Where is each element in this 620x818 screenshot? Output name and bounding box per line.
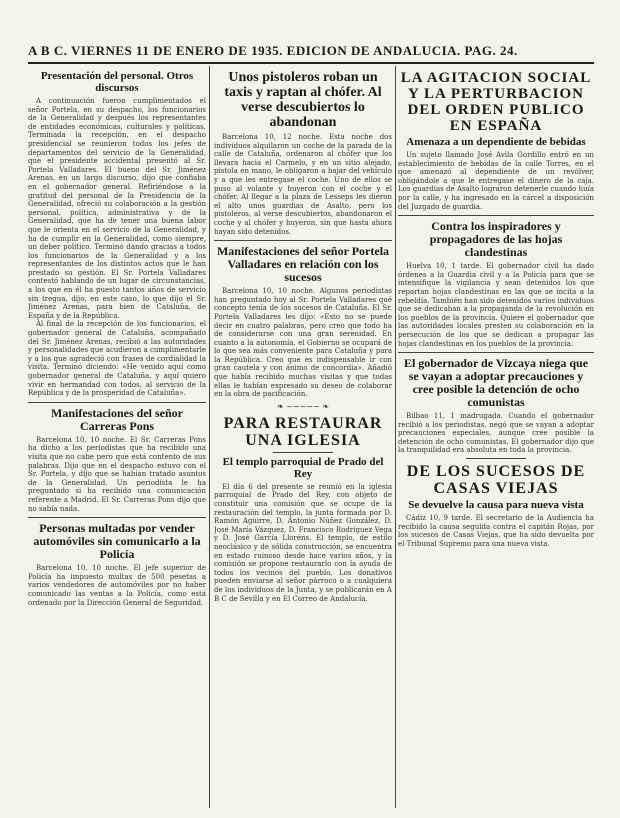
column-2 [214,66,392,808]
article-title: El gobernador de Vizcaya niega que se vayan a adoptar precauciones y cree posible la detención de ocho comunistas [403,356,589,410]
top-rule [28,62,594,64]
article-title: Unos pistoleros roban un taxis y raptan al chófer. Al verse descubiertos lo abandonan [224,70,382,130]
article-subtitle: Amenaza a un dependiente de bebidas [406,136,586,148]
article-body: Un sujeto llamado José Avila Gordillo entró en un establecimiento de bebidas de la calle Torres, en el que amenazó al dependiente de un revólver, obligándole a que le entregase el dinero de la caja. Los guardias de Asalto lograron detenerle cuando huía por la calle, y ha ingresado en la cárcel a disposición del Juzgado de guardia. [398,151,594,211]
divider [398,352,594,353]
article-title: Presentación del personal. Otros discursos [40,70,194,94]
divider [273,452,333,453]
column-3 [398,66,594,808]
page-masthead: A B C. VIERNES 11 DE ENERO DE 1935. EDICION DE ANDALUCIA. PAG. 24. [28,43,518,58]
article-title: Manifestaciones del señor Portela Valladares en relación con los sucesos [216,244,390,285]
column-1 [28,66,206,808]
article-title: Contra los inspiradores y propagadores de las hojas clandestinas [429,219,563,260]
column-divider [209,66,210,808]
article-body: Bilbao 11, 1 madrugada. Cuando el gobernador recibió a los periodistas, negó que se vayan a adoptar precauciones especiales, aunque cree posible la detención de ocho comunistas. El gobernador dijo que la tranquilidad era absoluta en toda la provincia. [398,412,594,455]
article-body: A continuación fueron cumplimentados el señor Portela, en su despacho, los funcionarios de la Generalidad y después los representantes de entidades económicas, culturales y políticas. Terminada la recepción, en el despacho presidencial se reunieron todos los jefes de departamentos del servicio de la Generalidad, que el presidente accidental presentó al Sr. Portela Valladares. El bueno del Sr. Jiménez Arenas, en un largo discurso, dijo que confiaba en el gobernador general. Refiriéndose a la gratitud del personal de la Presidencia de la Generalidad, ofreció su colaboración a la gestión personal, política, administrativa y de la Generalidad, que ha de tener una buena labor que le orienta en el servicio de la Generalidad, y ha de cumplir en la Generalidad, como siempre, un deber político. Terminó dando gracias a todos los funcionarios de la Generalidad y a los representantes de los distintos actos que le han prestado su gestión. El Sr. Portela Valladares contestó hablando de un lugar de circunstancias, a los que en él ha puesto tantos años de servicio sin tregua, dijo, en este caso, lo que dijo el Sr. Jiménez Arenas, para bien de Cataluña, de España y de la República. [28,97,206,320]
article-title: Personas multadas por vender automóviles sin comunicarlo a la Policía [33,521,201,562]
article-body: Al final de la recepción de los funcionarios, el gobernador general de Cataluña, acompañado del Sr. Jiménez Arenas, recibió a las autoridades y personalidades que acudieron a cumplimentarle y a los que agradeció con frases de cordialidad la visita. Terminó diciendo: «He venido aquí como gobernador general de Cataluña, y aquí quiero vivir en hermandad con todos, al servicio de la República y de la prosperidad de Cataluña». [28,320,206,398]
article-title: DE LOS SUCESOS DE CASAS VIEJAS [406,463,586,498]
ornament: ❧ ~~~~~ ❧ [276,401,329,411]
article-subtitle: Se devuelve la causa para nueva vista [408,499,584,512]
divider [466,458,526,459]
divider [214,240,392,241]
column-divider [395,66,396,808]
article-body: El día 6 del presente se reunió en la iglesia parroquial de Prado del Rey, con objeto de constituir una comisión que se ocupe de la restauración del templo, la junta formada por D. Ramón Aguirre, D. Antonio Núñez González, D. José María Vázquez, D. Francisco Rodríguez Vega y D. José García Lloréns. El templo, de estilo neoclásico y de sólida construcción, se encuentra en estado ruinoso desde hace varios años, y la comisión se propone restaurarlo con la ayuda de todos los vecinos del pueblo. Los donativos pueden enviarse al señor párroco o a cualquiera de los individuos de la Junta, y se publicarán en A B C de Sevilla y en El Correo de Andalucía. [214,482,392,603]
divider [398,215,594,216]
article-body: Huelva 10, 1 tarde. El gobernador civil ha dado órdenes a la Guardia civil y a la Policía para que se intensifique la vigilancia y sean detenidos los que repartan hojas clandestinas en las que se incita a la rebeldía. También han sido detenidos varios individuos que se dedicaban a la propaganda de la revolución en los pueblos de la provincia. Quiere el gobernador que las autoridades locales presten su colaboración en la persecución de los que se dedican a propagar las hojas clandestinas en los pueblos de la provincia. [398,262,594,348]
article-body: Barcelona 10, 10 noche. El jefe superior de Policía ha impuesto multas de 500 pesetas a varios vendedores de automóviles por no haber comunicado las ventas a la Policía, como está ordenado por la Dirección General de Seguridad. [28,564,206,607]
article-body: Cádiz 10, 9 tarde. El secretario de la Audiencia ha recibido la causa seguida contra el capitán Rojas, por los sucesos de Casas Viejas, que ha sido devuelta por el Tribunal Supremo para una nueva vista. [398,514,594,548]
divider [28,517,206,518]
article-body: Barcelona 10, 10 noche. El Sr. Carreras Pons ha dicho a los periodistas que ha recibido una visita que no cabe pero que está contento de sus palabras. Dijo que en el despacho estuvo con el Sr. Portela, y dijo que se habían tratado asuntos de la Generalidad. Un periodista le ha preguntado si ha recibido una comunicación referente a Madrid. El Sr. Carreras Pons dijo que no sabía nada. [28,435,206,513]
article-body: Barcelona 10, 10 noche. Algunos periodistas han preguntado hoy al Sr. Portela Valladares qué concepto tenía de los sucesos de Cataluña. El Sr. Portela Valladares les dijo: «Esto no se puede decir en cuatro palabras, pero creo que todo ha de considerarse con una gran serenidad. En cuanto a la autonomía, el Gobierno se ocupará de lo que sea más conveniente para Cataluña y para la República. Creo que es indispensable ir con gran cautela y con ánimo de concordia». Añadió que había recibido muchas visitas y que todas ellas le habían expresado su deseo de colaborar en la obra de pacificación. [214,287,392,399]
article-title: LA AGITACION SOCIAL Y LA PERTURBACION DEL ORDEN PUBLICO EN ESPAÑA [400,70,592,134]
article-body: Barcelona 10, 12 noche. Esta noche dos individuos alquilaron un coche de la parada de la calle de Cataluña, ordenaron al chófer que los llevara hacia el Carmelo, y en un sitio alejado, pistola en mano, le obligaron a bajar del vehículo y a que les entregase el coche. Uno de ellos se puso al volante y huyeron con el coche y el chófer. Al llegar a la plaza de Lesseps les dieron el alto unos guardias de Asalto, pero los pistoleros, al verse descubiertos, abandonaron el coche y al chófer y huyeron, sin que hasta ahora hayan sido detenidos. [214,133,392,236]
article-title: PARA RESTAURAR UNA IGLESIA [223,414,383,449]
article-subtitle: El templo parroquial de Prado del Rey [222,455,384,480]
divider [28,402,206,403]
article-title: Manifestaciones del señor Carreras Pons [51,405,183,433]
